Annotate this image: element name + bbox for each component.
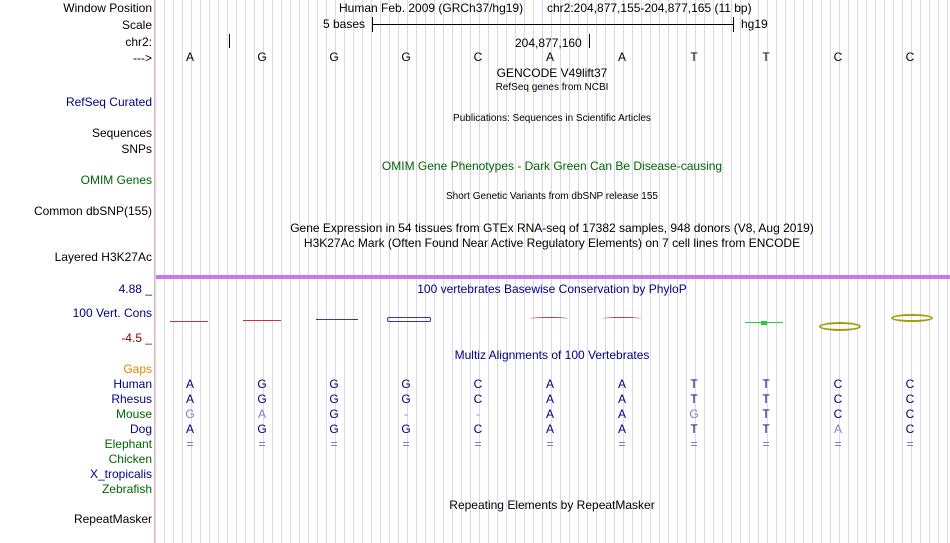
- scale-bar-left-tick: [372, 17, 373, 32]
- alignment-base: A: [617, 407, 627, 421]
- species-label[interactable]: Elephant: [104, 437, 152, 451]
- label-gaps[interactable]: Gaps: [123, 362, 152, 376]
- grid-line: [380, 0, 381, 543]
- track-h3k27ac-desc[interactable]: H3K27Ac Mark (Often Found Near Active Regulatory Elements) on 7 cell lines from ENCODE: [303, 236, 801, 250]
- base-letter: A: [617, 50, 627, 64]
- alignment-base: C: [473, 392, 483, 406]
- alignment-base: A: [257, 407, 267, 421]
- alignment-base: C: [905, 407, 915, 421]
- base-letter: G: [257, 50, 267, 64]
- label-refseq[interactable]: RefSeq Curated: [65, 95, 152, 109]
- alignment-base: A: [545, 407, 555, 421]
- base-letter: A: [185, 50, 195, 64]
- grid-line: [722, 0, 723, 543]
- label-cons-max: 4.88 _: [118, 282, 152, 296]
- grid-line: [155, 0, 156, 543]
- base-letter: G: [401, 50, 411, 64]
- phylop-mark: [316, 319, 358, 320]
- alignment-base: G: [257, 422, 267, 436]
- grid-line: [839, 0, 840, 543]
- species-label[interactable]: Zebrafish: [101, 482, 152, 496]
- grid-line: [200, 0, 201, 543]
- alignment-base: A: [185, 392, 195, 406]
- base-letter: G: [329, 50, 339, 64]
- grid-line: [272, 0, 273, 543]
- grid-line: [227, 0, 228, 543]
- grid-line: [488, 0, 489, 543]
- phylop-mark: [170, 321, 208, 322]
- grid-line: [308, 0, 309, 543]
- coord-label: 204,877,160: [515, 36, 582, 50]
- species-label[interactable]: Rhesus: [111, 392, 152, 406]
- grid-line: [911, 0, 912, 543]
- track-refseq-desc[interactable]: RefSeq genes from NCBI: [495, 82, 609, 93]
- grid-line: [686, 0, 687, 543]
- alignment-base: A: [545, 377, 555, 391]
- alignment-base: A: [833, 422, 843, 436]
- label-h3k27ac[interactable]: Layered H3K27Ac: [54, 250, 152, 264]
- grid-line: [209, 0, 210, 543]
- alignment-base: G: [401, 392, 411, 406]
- grid-line: [749, 0, 750, 543]
- alignment-base: =: [690, 437, 698, 451]
- alignment-base: A: [617, 392, 627, 406]
- alignment-base: C: [905, 422, 915, 436]
- grid-line: [821, 0, 822, 543]
- grid-line: [443, 0, 444, 543]
- alignment-base: A: [617, 377, 627, 391]
- assembly-title: Human Feb. 2009 (GRCh37/hg19): [339, 1, 524, 15]
- alignment-base: A: [185, 377, 195, 391]
- coord-tick-left: [229, 34, 230, 48]
- grid-line: [281, 0, 282, 543]
- base-letter: A: [545, 50, 555, 64]
- label-window-position: Window Position: [63, 1, 152, 15]
- alignment-base: =: [330, 437, 338, 451]
- grid-line: [830, 0, 831, 543]
- grid-line: [425, 0, 426, 543]
- label-chr: chr2:: [125, 35, 152, 49]
- label-sequences[interactable]: Sequences: [91, 126, 152, 140]
- track-repeatmasker[interactable]: Repeating Elements by RepeatMasker: [449, 498, 655, 512]
- alignment-base: =: [618, 437, 626, 451]
- alignment-base: T: [762, 377, 770, 391]
- track-dbsnp-desc[interactable]: Short Genetic Variants from dbSNP release 155: [446, 191, 658, 202]
- label-cons[interactable]: 100 Vert. Cons: [72, 306, 152, 320]
- scale-bar: [372, 24, 733, 25]
- alignment-base: G: [257, 392, 267, 406]
- grid-line: [704, 0, 705, 543]
- alignment-base: =: [762, 437, 770, 451]
- grid-line: [866, 0, 867, 543]
- grid-line: [812, 0, 813, 543]
- grid-line: [758, 0, 759, 543]
- alignment-base: =: [258, 437, 266, 451]
- position-readout: chr2:204,877,155-204,877,165 (11 bp): [547, 1, 752, 15]
- alignment-base: =: [402, 437, 410, 451]
- grid-line: [803, 0, 804, 543]
- grid-line: [902, 0, 903, 543]
- grid-line: [326, 0, 327, 543]
- grid-line: [875, 0, 876, 543]
- alignment-base: G: [401, 377, 411, 391]
- alignment-base: A: [185, 422, 195, 436]
- grid-line: [731, 0, 732, 543]
- alignment-base: G: [329, 392, 339, 406]
- grid-line: [479, 0, 480, 543]
- alignment-base: T: [762, 407, 770, 421]
- grid-line: [740, 0, 741, 543]
- alignment-base: -: [404, 407, 408, 421]
- phylop-mark: [530, 317, 568, 320]
- grid-line: [434, 0, 435, 543]
- track-phylop[interactable]: 100 vertebrates Basewise Conservation by PhyloP: [417, 282, 687, 296]
- base-letter: T: [762, 50, 770, 64]
- grid-line: [407, 0, 408, 543]
- track-publications[interactable]: Publications: Sequences in Scientific Articles: [453, 113, 651, 124]
- alignment-base: =: [474, 437, 482, 451]
- grid-line: [785, 0, 786, 543]
- base-letter: C: [473, 50, 483, 64]
- scale-text: 5 bases: [323, 17, 366, 31]
- phylop-mark: [243, 320, 281, 321]
- h3k27ac-signal-bar[interactable]: [156, 275, 950, 279]
- grid-line: [893, 0, 894, 543]
- alignment-base: G: [329, 407, 339, 421]
- grid-line: [695, 0, 696, 543]
- grid-line: [299, 0, 300, 543]
- alignment-base: C: [833, 392, 843, 406]
- label-dbsnp[interactable]: Common dbSNP(155): [33, 204, 152, 218]
- base-letter: C: [833, 50, 843, 64]
- grid-line: [623, 0, 624, 543]
- grid-line: [929, 0, 930, 543]
- label-cons-min: -4.5 _: [121, 331, 152, 345]
- label-snps[interactable]: SNPs: [121, 142, 152, 156]
- alignment-base: C: [833, 407, 843, 421]
- grid-line: [245, 0, 246, 543]
- grid-line: [344, 0, 345, 543]
- label-repeatmasker[interactable]: RepeatMasker: [73, 512, 152, 526]
- track-gtex[interactable]: Gene Expression in 54 tissues from GTEx RNA-seq of 17382 samples, 948 donors (V8, Aug 2019): [290, 221, 814, 235]
- species-label[interactable]: Mouse: [115, 407, 152, 421]
- grid-line: [254, 0, 255, 543]
- label-omim[interactable]: OMIM Genes: [80, 173, 152, 187]
- grid-line: [236, 0, 237, 543]
- alignment-base: C: [473, 377, 483, 391]
- grid-line: [848, 0, 849, 543]
- alignment-base: G: [185, 407, 195, 421]
- phylop-mark: [819, 322, 861, 331]
- alignment-base: C: [905, 377, 915, 391]
- alignment-base: G: [401, 422, 411, 436]
- grid-line: [353, 0, 354, 543]
- track-gencode[interactable]: GENCODE V49lift37: [496, 66, 608, 80]
- grid-line: [677, 0, 678, 543]
- alignment-base: =: [834, 437, 842, 451]
- alignment-base: =: [186, 437, 194, 451]
- species-label[interactable]: Chicken: [108, 452, 152, 466]
- alignment-base: =: [906, 437, 914, 451]
- grid-line: [668, 0, 669, 543]
- grid-line: [461, 0, 462, 543]
- grid-line: [767, 0, 768, 543]
- phylop-mark: [387, 317, 431, 322]
- track-multiz[interactable]: Multiz Alignments of 100 Vertebrates: [454, 348, 650, 362]
- alignment-base: G: [257, 377, 267, 391]
- base-letter: T: [690, 50, 698, 64]
- grid-line: [857, 0, 858, 543]
- coord-tick: [589, 34, 590, 48]
- label-scale: Scale: [121, 18, 152, 32]
- grid-line: [173, 0, 174, 543]
- base-letter: C: [905, 50, 915, 64]
- grid-line: [164, 0, 165, 543]
- alignment-base: G: [329, 377, 339, 391]
- grid-line: [632, 0, 633, 543]
- species-label[interactable]: Human: [113, 377, 152, 391]
- alignment-base: A: [617, 422, 627, 436]
- alignment-base: T: [762, 422, 770, 436]
- grid-line: [218, 0, 219, 543]
- grid-line: [713, 0, 714, 543]
- db-label: hg19: [741, 17, 768, 31]
- grid-line: [794, 0, 795, 543]
- label-strand[interactable]: --->: [133, 51, 152, 65]
- grid-line: [362, 0, 363, 543]
- grid-line: [290, 0, 291, 543]
- alignment-base: C: [473, 422, 483, 436]
- grid-line: [416, 0, 417, 543]
- grid-line: [470, 0, 471, 543]
- alignment-base: =: [546, 437, 554, 451]
- alignment-base: G: [329, 422, 339, 436]
- grid-line: [614, 0, 615, 543]
- grid-line: [317, 0, 318, 543]
- track-omim-desc[interactable]: OMIM Gene Phenotypes - Dark Green Can Be Disease-causing: [381, 159, 723, 173]
- alignment-base: C: [905, 392, 915, 406]
- grid-line: [398, 0, 399, 543]
- grid-line: [389, 0, 390, 543]
- species-label[interactable]: Dog: [129, 422, 152, 436]
- grid-line: [263, 0, 264, 543]
- grid-line: [884, 0, 885, 543]
- alignment-base: -: [476, 407, 480, 421]
- alignment-base: A: [545, 422, 555, 436]
- alignment-base: T: [690, 392, 698, 406]
- grid-line: [182, 0, 183, 543]
- alignment-base: T: [762, 392, 770, 406]
- phylop-mark: [891, 314, 933, 322]
- alignment-base: G: [689, 407, 699, 421]
- species-label[interactable]: X_tropicalis: [89, 467, 152, 481]
- scale-bar-right-tick: [733, 17, 734, 32]
- grid-line: [335, 0, 336, 543]
- phylop-mark: [761, 321, 767, 325]
- grid-line: [371, 0, 372, 543]
- grid-line: [938, 0, 939, 543]
- grid-line: [641, 0, 642, 543]
- alignment-base: A: [545, 392, 555, 406]
- alignment-base: T: [690, 377, 698, 391]
- grid-line: [659, 0, 660, 543]
- grid-line: [776, 0, 777, 543]
- grid-line: [650, 0, 651, 543]
- grid-line: [452, 0, 453, 543]
- alignment-base: T: [690, 422, 698, 436]
- grid-line: [191, 0, 192, 543]
- grid-line: [920, 0, 921, 543]
- grid-line: [947, 0, 948, 543]
- alignment-base: C: [833, 377, 843, 391]
- phylop-mark: [603, 317, 641, 320]
